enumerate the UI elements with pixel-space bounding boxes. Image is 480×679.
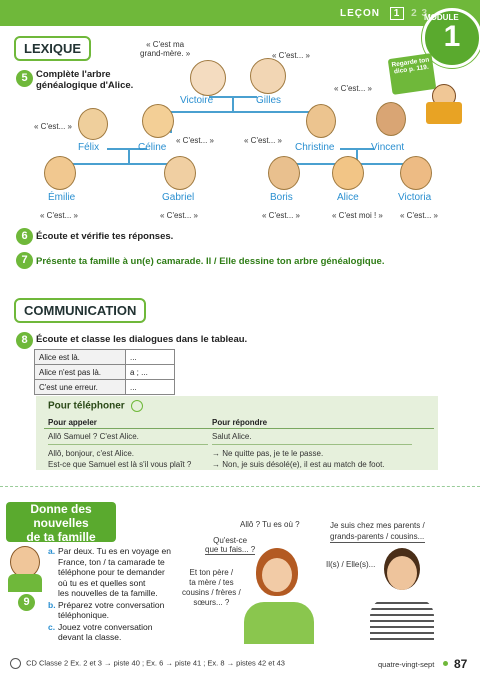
bubble-ton-pere-line: ta mère / tes (189, 578, 234, 587)
bubble-grand-mere (140, 40, 190, 58)
ex9-a-label: a. (48, 546, 56, 556)
name-boris: Boris (270, 192, 293, 203)
telephone-title-text: Pour téléphoner (48, 400, 125, 412)
table-row (35, 380, 175, 395)
telephone-title (48, 400, 143, 412)
ex8-number: 8 (16, 332, 33, 349)
table-cell-answer[interactable]: ... (126, 380, 175, 395)
section-divider (0, 486, 480, 488)
ex6-number: 6 (16, 228, 33, 245)
bubble-chez (330, 520, 425, 543)
table-cell-label: C'est une erreur. (35, 380, 126, 395)
col-repondre-text (212, 431, 412, 470)
christine-portrait (306, 104, 336, 138)
bubble-ton-pere-line: cousins / frères / (182, 588, 241, 597)
ex9-a-line: France, ton / ta camarade te (58, 556, 165, 567)
ex9-c-line: devant la classe. (58, 632, 122, 642)
bubble-alice: « C'est moi ! » (332, 211, 383, 220)
audio-icon[interactable] (131, 400, 143, 412)
ex9-instructions (48, 546, 171, 643)
donne-title-line2: de ta famille (26, 530, 96, 544)
gilles-portrait (250, 58, 286, 94)
gabriel-portrait (164, 156, 196, 190)
lecon-current: 1 (390, 7, 405, 20)
bubble-grand-mere-line1: « C'est ma (146, 40, 185, 49)
lecon-indicator (340, 7, 428, 20)
ex9-a-line: où tu es et quelles sont (58, 577, 146, 588)
bubble-gabriel: « C'est... » (160, 211, 198, 220)
col-repondre-head: Pour répondre (212, 418, 268, 427)
col-appeler-text (48, 431, 208, 470)
victoria-portrait (400, 156, 432, 190)
vincent-portrait (376, 102, 406, 136)
ex9-c-label: c. (48, 621, 56, 632)
bubble-boris: « C'est... » (262, 211, 300, 220)
tree-line-gp-down (232, 97, 234, 111)
ex9-a (48, 546, 171, 599)
table-cell-answer[interactable]: ... (126, 350, 175, 365)
alice-portrait (332, 156, 364, 190)
bubble-christine: « C'est... » (244, 136, 282, 145)
celine-portrait (142, 104, 174, 138)
boris-portrait (268, 156, 300, 190)
ex9-number: 9 (18, 594, 35, 611)
tree-line-gp-children (170, 111, 330, 113)
name-christine: Christine (295, 142, 335, 153)
lecon-label: LEÇON (340, 8, 380, 19)
bubble-quest-line1: Qu'est-ce (213, 536, 248, 545)
bubble-grand-mere-line2: grand-mère. » (140, 49, 191, 58)
footer-cd (10, 658, 285, 669)
table-cell-label: Alice n'est pas là. (35, 365, 126, 380)
bubble-chez-line2: grands-parents / cousins... (330, 532, 425, 541)
name-emilie: Émilie (48, 192, 76, 203)
girl-reading-illustration (424, 84, 464, 128)
page-bullet (443, 661, 448, 666)
table-cell-answer[interactable]: a ; ... (126, 365, 175, 380)
name-victoria: Victoria (398, 192, 432, 203)
ex5-instruction (36, 69, 133, 91)
bubble-emilie: « C'est... » (40, 211, 78, 220)
bubble-victoria: « C'est... » (400, 211, 438, 220)
page-number: 87 (454, 657, 468, 671)
ex9-c-line: Jouez votre conversation (58, 621, 153, 632)
bubble-gilles: « C'est... » (272, 51, 310, 60)
bubble-celine: « C'est... » (176, 136, 214, 145)
name-alice: Alice (337, 192, 359, 203)
regarde-note: Regarde ton dico p. 119. (388, 53, 437, 95)
ex5-line2: généalogique d'Alice. (36, 80, 134, 91)
bubble-right-top: « C'est... » (334, 84, 372, 93)
name-gabriel: Gabriel (162, 192, 195, 203)
table-row (35, 365, 175, 380)
ex7-instruction: Présente ta famille à un(e) camarade. Il / Elle dessine ton arbre généalogique. (36, 256, 385, 267)
module-number: 1 (443, 20, 461, 53)
table-row (35, 350, 175, 365)
donne-title (6, 502, 116, 542)
ex9-b-label: b. (48, 599, 56, 610)
victoire-portrait (190, 60, 226, 96)
girl-on-phone-photo (238, 544, 320, 644)
bubble-ton-pere-line: sœurs... ? (193, 598, 230, 607)
bubble-ton-pere-line: Et ton père / (189, 568, 234, 577)
lecon-others: 2 3 (411, 8, 429, 19)
name-gilles: Gilles (256, 95, 282, 106)
appeler-line: Est-ce que Samuel est là s'il vous plaît ? (48, 460, 192, 469)
bubble-ton-pere (182, 568, 241, 608)
name-celine: Céline (138, 142, 167, 153)
bubble-allo: Allô ? Tu es où ? (240, 520, 300, 529)
bubble-quest-line2: que tu fais... ? (205, 545, 256, 554)
bubble-il-elle: Il(s) / Elle(s)... (326, 560, 376, 569)
tree-line-fc-down (128, 149, 130, 163)
ex8-instruction: Écoute et classe les dialogues dans le tableau. (36, 334, 248, 345)
lexique-title: LEXIQUE (14, 36, 91, 61)
telephone-divider (44, 428, 434, 429)
ex9-a-line: les nouvelles de ta famille. (58, 588, 158, 598)
footer-page-words: quatre-vingt-sept (378, 660, 435, 669)
repondre-line: → Non, je suis désolé(e), il est au match de foot. (212, 460, 385, 469)
ex9-b-line: Préparez votre conversation (58, 599, 165, 610)
bubble-felix: « C'est... » (34, 122, 72, 131)
girl-phone-illustration (8, 546, 42, 592)
bubble-chez-line1: Je suis chez mes parents / (330, 521, 425, 530)
boy-on-phone-photo (370, 544, 434, 644)
col-appeler-head: Pour appeler (48, 418, 97, 427)
appeler-line: Allô, bonjour, c'est Alice. (48, 449, 135, 458)
ex9-a-line: téléphone pour te demander (58, 567, 165, 577)
footer-cd-text: CD Classe 2 Ex. 2 et 3 → piste 40 ; Ex. 6 → piste 41 ; Ex. 8 → pistes 42 et 43 (26, 658, 285, 668)
name-victoire: Victoire (180, 95, 214, 106)
communication-title: COMMUNICATION (14, 298, 146, 323)
felix-portrait (78, 108, 108, 140)
appeler-line: Allô Samuel ? C'est Alice. (48, 432, 139, 441)
name-felix: Félix (78, 142, 100, 153)
table-cell-label: Alice est là. (35, 350, 126, 365)
cd-icon (10, 658, 21, 669)
name-vincent: Vincent (371, 142, 405, 153)
ex7-number: 7 (16, 252, 33, 269)
ex9-a-line: Par deux. Tu es en voyage en (58, 546, 171, 556)
ex5-line1: Complète l'arbre (36, 69, 111, 80)
repondre-line: Salut Alice. (212, 432, 252, 441)
ex9-b-line: téléphonique. (58, 610, 110, 620)
donne-title-line1: Donne des nouvelles (30, 502, 92, 530)
emilie-portrait (44, 156, 76, 190)
ex9-c (48, 622, 171, 643)
classify-table (34, 349, 175, 395)
module-label: MODULE (424, 13, 459, 22)
ex9-b (48, 600, 171, 621)
ex6-instruction: Écoute et vérifie tes réponses. (36, 231, 174, 242)
repondre-line: → Ne quitte pas, je te le passe. (212, 449, 324, 458)
ex5-number: 5 (16, 70, 33, 87)
